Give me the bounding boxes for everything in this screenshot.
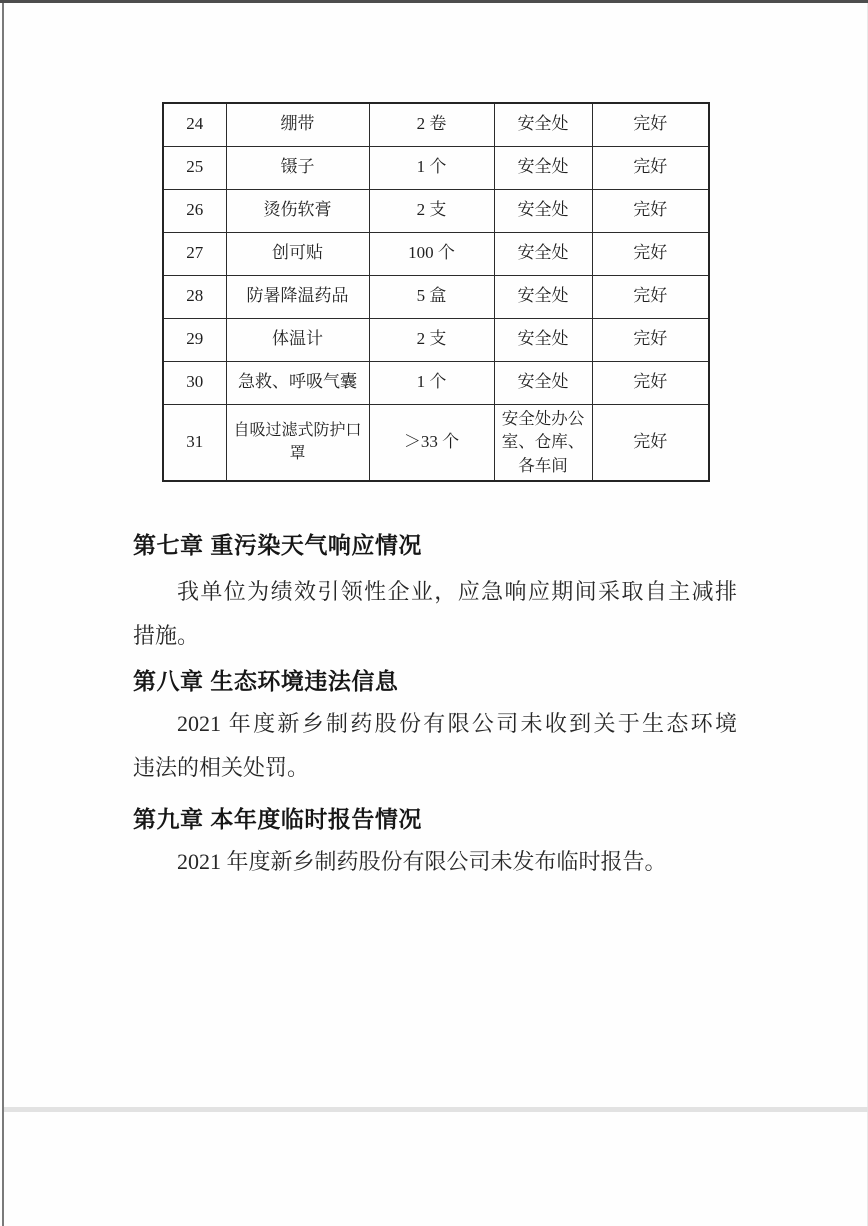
chapter-8-heading: 第八章 生态环境违法信息 [133, 668, 399, 694]
cell-item: 镊子 [226, 146, 369, 189]
table-row [163, 189, 709, 232]
cell-item: 创可贴 [226, 232, 369, 275]
cell-quantity: 100 个 [369, 232, 494, 275]
table-row [163, 275, 709, 318]
cell-number: 26 [163, 189, 226, 232]
cell-number: 30 [163, 361, 226, 404]
cell-item: 急救、呼吸气囊 [226, 361, 369, 404]
cell-item: 体温计 [226, 318, 369, 361]
cell-number: 25 [163, 146, 226, 189]
cell-status: 完好 [592, 318, 709, 361]
cell-department: 安全处 [494, 275, 592, 318]
chapter-7-paragraph [133, 570, 737, 658]
cell-status: 完好 [592, 275, 709, 318]
cell-status: 完好 [592, 404, 709, 481]
scan-top-edge [0, 0, 868, 3]
cell-status: 完好 [592, 103, 709, 146]
cell-status: 完好 [592, 189, 709, 232]
chapter-8-paragraph [133, 702, 737, 790]
cell-quantity: 1 个 [369, 361, 494, 404]
table-row [163, 318, 709, 361]
cell-number: 27 [163, 232, 226, 275]
emergency-supplies-table [162, 102, 710, 482]
cell-status: 完好 [592, 232, 709, 275]
cell-department: 安全处 [494, 232, 592, 275]
cell-quantity: 1 个 [369, 146, 494, 189]
cell-item: 绷带 [226, 103, 369, 146]
cell-department: 安全处 [494, 189, 592, 232]
cell-status: 完好 [592, 146, 709, 189]
cell-item: 烫伤软膏 [226, 189, 369, 232]
cell-quantity: 5 盒 [369, 275, 494, 318]
cell-item: 自吸过滤式防护口罩 [226, 404, 369, 481]
cell-number: 24 [163, 103, 226, 146]
cell-department: 安全处办公室、仓库、各车间 [494, 404, 592, 481]
cell-number: 29 [163, 318, 226, 361]
table-row [163, 103, 709, 146]
cell-department: 安全处 [494, 146, 592, 189]
chapter-9-paragraph [133, 840, 737, 884]
cell-department: 安全处 [494, 103, 592, 146]
paragraph-line: 我单位为绩效引领性企业，应急响应期间采取自主减排 [177, 579, 737, 604]
table-row [163, 404, 709, 481]
cell-number: 31 [163, 404, 226, 481]
paragraph-line: 措施。 [133, 623, 200, 648]
chapter-9-heading: 第九章 本年度临时报告情况 [133, 806, 422, 832]
cell-item: 防暑降温药品 [226, 275, 369, 318]
cell-department: 安全处 [494, 318, 592, 361]
cell-department: 安全处 [494, 361, 592, 404]
cell-status: 完好 [592, 361, 709, 404]
page-break-separator [4, 1107, 868, 1112]
paragraph-line: 2021 年度新乡制药股份有限公司未收到关于生态环境 [177, 711, 737, 736]
paragraph-line: 违法的相关处罚。 [133, 755, 310, 780]
chapter-7-heading: 第七章 重污染天气响应情况 [133, 532, 422, 558]
paragraph-line: 2021 年度新乡制药股份有限公司未发布临时报告。 [177, 849, 667, 874]
table-row [163, 361, 709, 404]
cell-quantity: 2 支 [369, 318, 494, 361]
cell-quantity: ＞33 个 [369, 404, 494, 481]
cell-number: 28 [163, 275, 226, 318]
cell-quantity: 2 支 [369, 189, 494, 232]
scan-left-edge [2, 3, 4, 1226]
table-row [163, 232, 709, 275]
table-row [163, 146, 709, 189]
cell-quantity: 2 卷 [369, 103, 494, 146]
